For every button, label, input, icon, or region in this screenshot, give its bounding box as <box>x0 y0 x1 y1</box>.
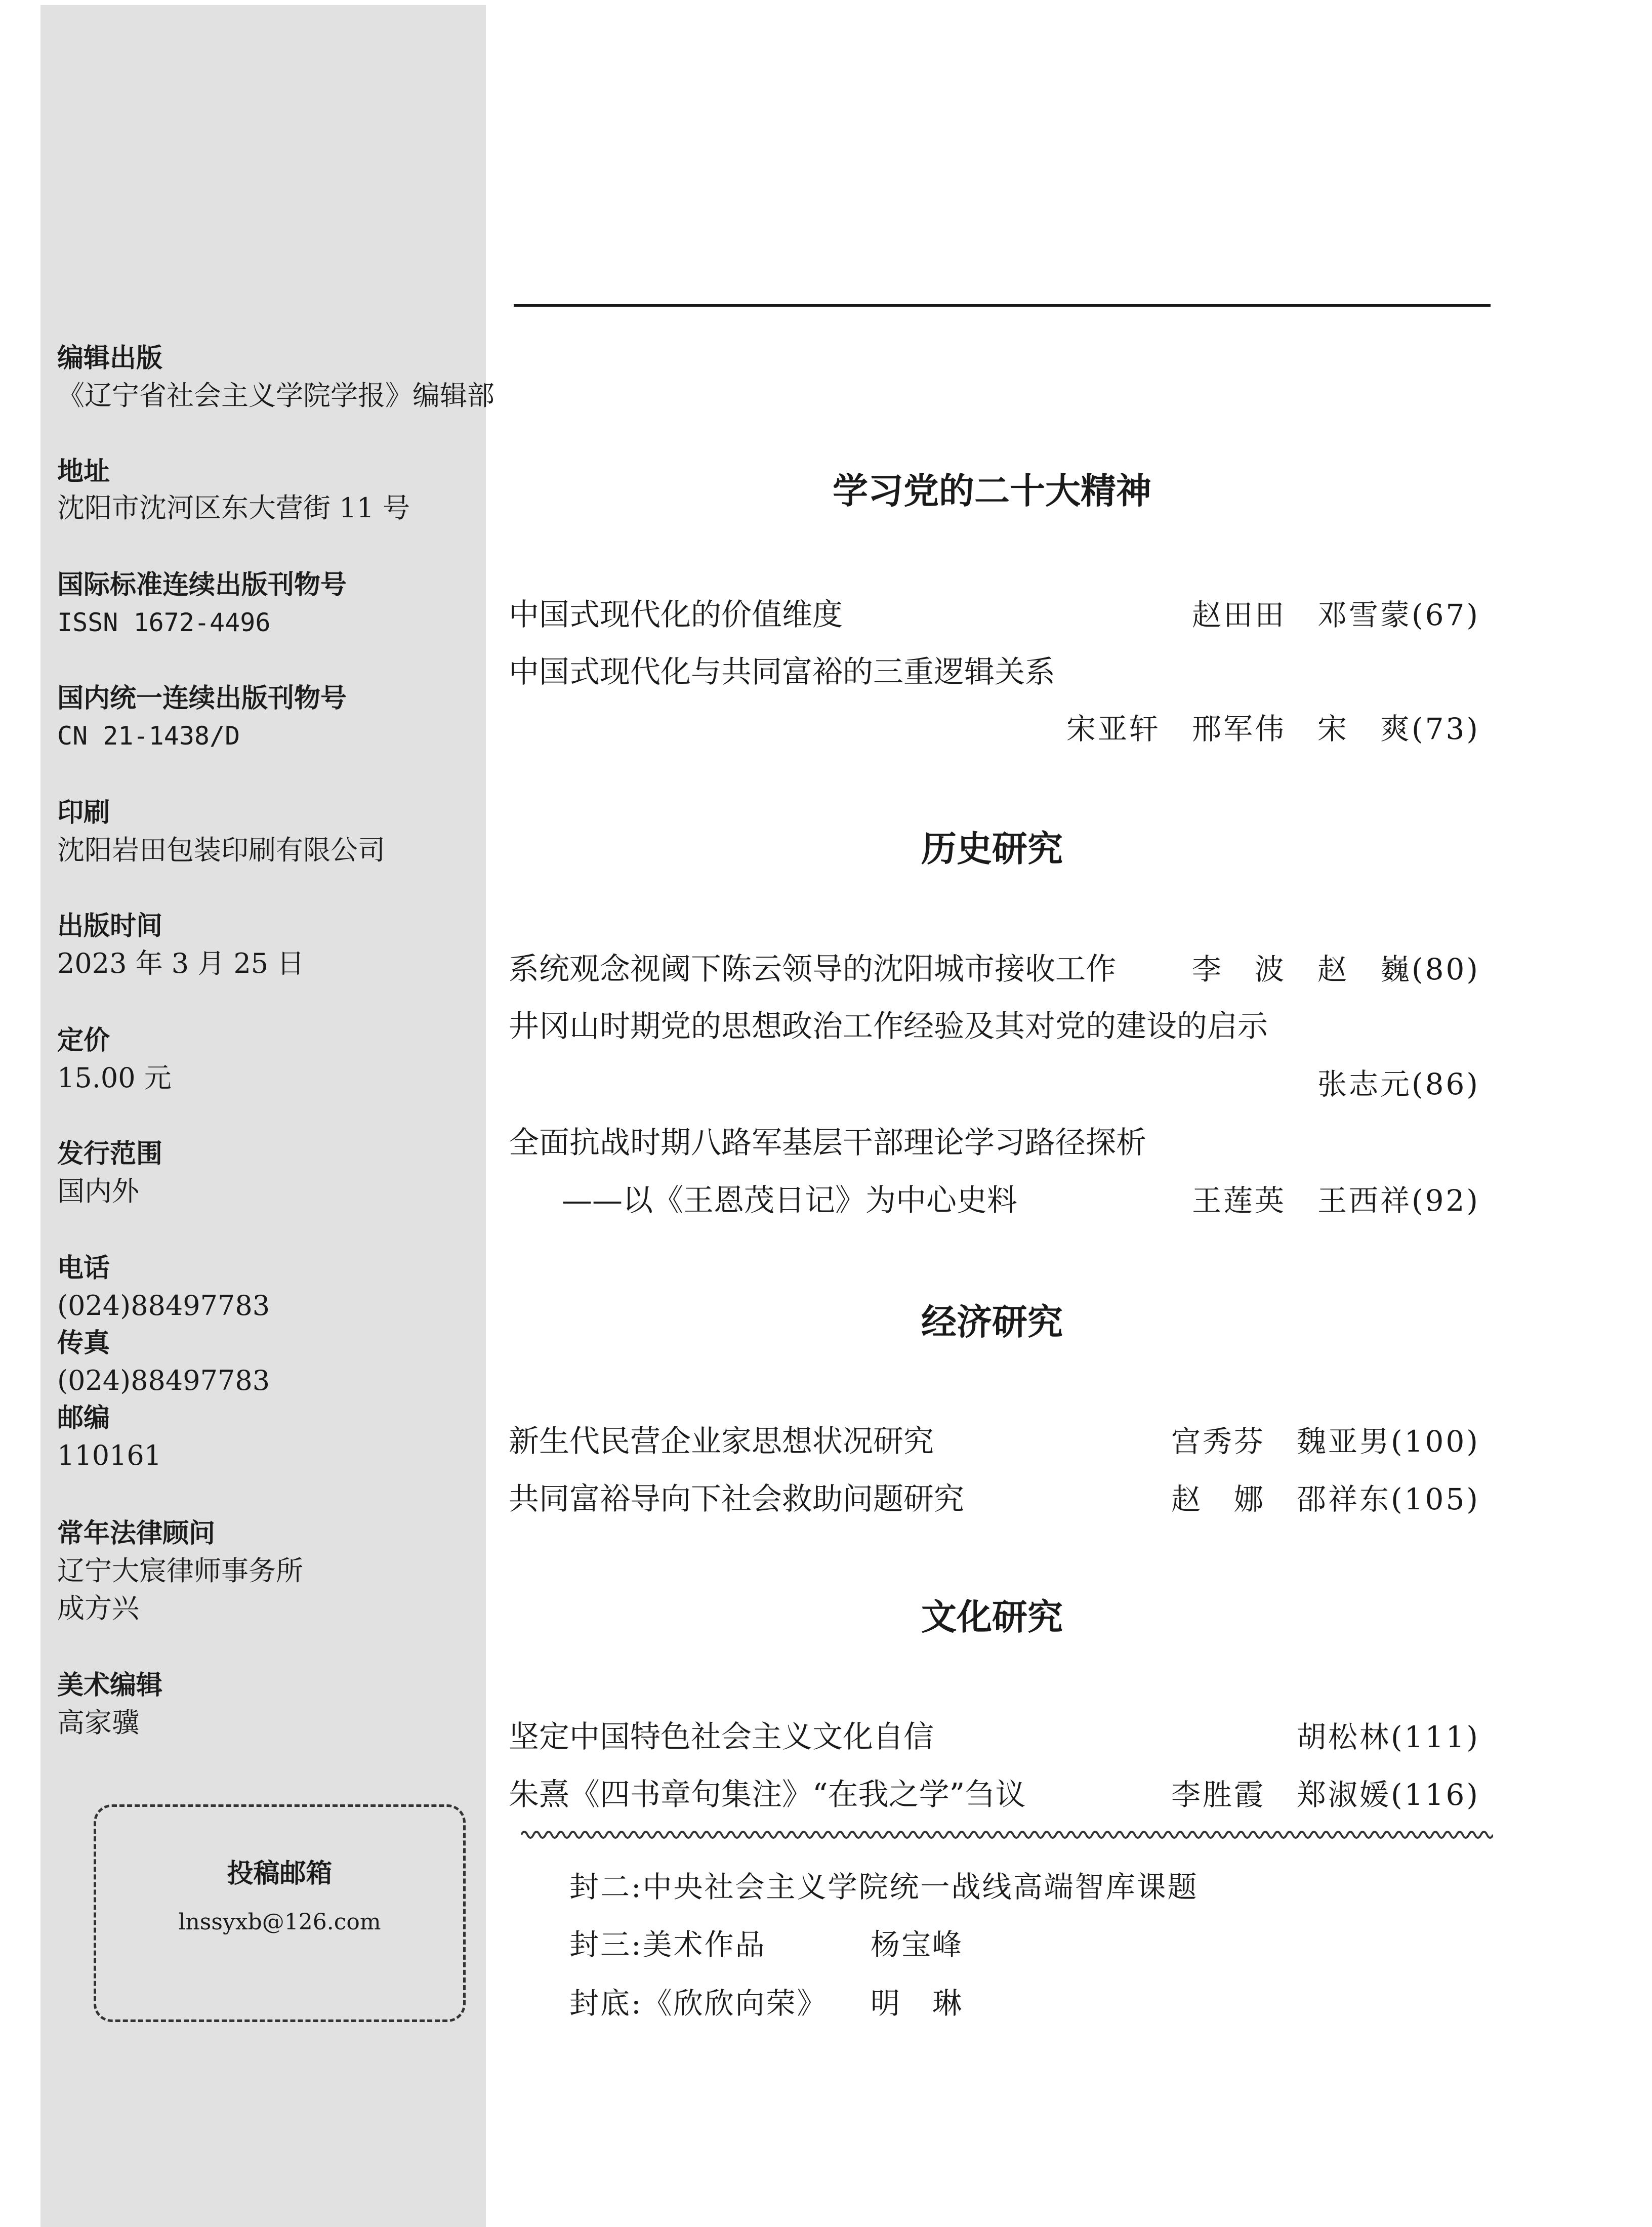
sidebar-label-art-editor: 美术编辑 <box>57 1670 163 1701</box>
sidebar-label-price: 定价 <box>57 1025 110 1056</box>
sidebar-value-fax: (024)88497783 <box>57 1365 270 1396</box>
sidebar-value-date: 2023 年 3 月 25 日 <box>57 947 305 979</box>
cover-note-inside-front: 封二:中央社会主义学院统一战线高端智库课题 <box>569 1870 1199 1904</box>
toc-entry-authors: 张志元(86) <box>1317 1067 1480 1101</box>
sidebar-label-distribution: 发行范围 <box>57 1139 163 1169</box>
wavy-divider <box>521 1827 1493 1842</box>
section-title-history: 历史研究 <box>921 828 1063 870</box>
sidebar-value-address: 沈阳市沈河区东大营街 11 号 <box>57 492 410 524</box>
sidebar-value-printer: 沈阳岩田包装印刷有限公司 <box>57 834 385 866</box>
sidebar-value-art-editor: 高家骥 <box>57 1707 139 1739</box>
sidebar-label-date: 出版时间 <box>57 911 163 941</box>
toc-entry-title: 中国式现代化的价值维度 <box>509 597 843 633</box>
sidebar-label-issn: 国际标准连续出版刊物号 <box>57 570 347 600</box>
sidebar-label-address: 地址 <box>57 457 110 487</box>
section-title-party-congress: 学习党的二十大精神 <box>833 470 1151 512</box>
toc-entry-authors: 王莲英 王西祥(92) <box>1191 1183 1480 1218</box>
toc-entry-title: 井冈山时期党的思想政治工作经验及其对党的建设的启示 <box>509 1009 1268 1044</box>
sidebar-label-legal: 常年法律顾问 <box>57 1518 216 1549</box>
sidebar-label-phone: 电话 <box>57 1253 110 1284</box>
toc-entry-authors: 宫秀芬 魏亚男(100) <box>1171 1424 1480 1459</box>
sidebar-value-distribution: 国内外 <box>57 1175 139 1207</box>
toc-entry-title: 新生代民营企业家思想状况研究 <box>509 1424 934 1459</box>
sidebar-value-postcode: 110161 <box>57 1439 162 1471</box>
toc-entry-authors: 赵田田 邓雪蒙(67) <box>1191 598 1480 632</box>
sidebar-value-legal-firm: 辽宁大宸律师事务所 <box>57 1555 303 1587</box>
toc-entry-authors: 宋亚轩 邢军伟 宋 爽(73) <box>1066 712 1480 746</box>
cover-note-inside-back: 封三:美术作品 <box>569 1927 766 1962</box>
sidebar-value-cn: CN 21-1438/D <box>57 721 240 751</box>
sidebar-value-publisher: 《辽宁省社会主义学院学报》编辑部 <box>57 380 494 411</box>
cover-note-back-cover-artist: 明 琳 <box>871 1986 964 2020</box>
sidebar-label-publisher: 编辑出版 <box>57 343 163 374</box>
sidebar-label-fax: 传真 <box>57 1328 110 1358</box>
sidebar-value-price: 15.00 元 <box>57 1062 172 1094</box>
section-title-economics: 经济研究 <box>921 1301 1063 1343</box>
toc-entry-authors: 赵 娜 邵祥东(105) <box>1171 1482 1480 1516</box>
top-rule <box>514 304 1491 307</box>
sidebar-label-cn: 国内统一连续出版刊物号 <box>57 683 347 714</box>
submission-mailbox-box <box>94 1804 466 2022</box>
toc-entry-authors: 李 波 赵 巍(80) <box>1191 952 1480 986</box>
toc-entry-title: 坚定中国特色社会主义文化自信 <box>509 1719 934 1755</box>
toc-entry-title: 全面抗战时期八路军基层干部理论学习路径探析 <box>509 1125 1146 1161</box>
toc-entry-authors: 胡松林(111) <box>1297 1720 1480 1754</box>
sidebar-value-legal-person: 成方兴 <box>57 1592 139 1624</box>
mailbox-title: 投稿邮箱 <box>227 1859 333 1889</box>
sidebar-value-issn: ISSN 1672-4496 <box>57 608 271 637</box>
toc-entry-title: 朱熹《四书章句集注》“在我之学”刍议 <box>509 1777 1026 1812</box>
toc-entry-title: 共同富裕导向下社会救助问题研究 <box>509 1481 964 1517</box>
sidebar-label-postcode: 邮编 <box>57 1403 110 1433</box>
cover-note-back-cover: 封底:《欣欣向荣》 <box>569 1986 828 2020</box>
toc-entry-subtitle: ——以《王恩茂日记》为中心史料 <box>562 1183 1017 1218</box>
toc-entry-title: 系统观念视阈下陈云领导的沈阳城市接收工作 <box>509 952 1116 987</box>
sidebar-label-printer: 印刷 <box>57 798 110 828</box>
mailbox-email: lnssyxb@126.com <box>178 1909 381 1935</box>
section-title-culture: 文化研究 <box>921 1596 1063 1638</box>
sidebar-value-phone: (024)88497783 <box>57 1290 270 1322</box>
toc-entry-authors: 李胜霞 郑淑媛(116) <box>1171 1778 1480 1812</box>
cover-note-inside-back-artist: 杨宝峰 <box>871 1927 964 1962</box>
toc-entry-title: 中国式现代化与共同富裕的三重逻辑关系 <box>509 654 1055 690</box>
